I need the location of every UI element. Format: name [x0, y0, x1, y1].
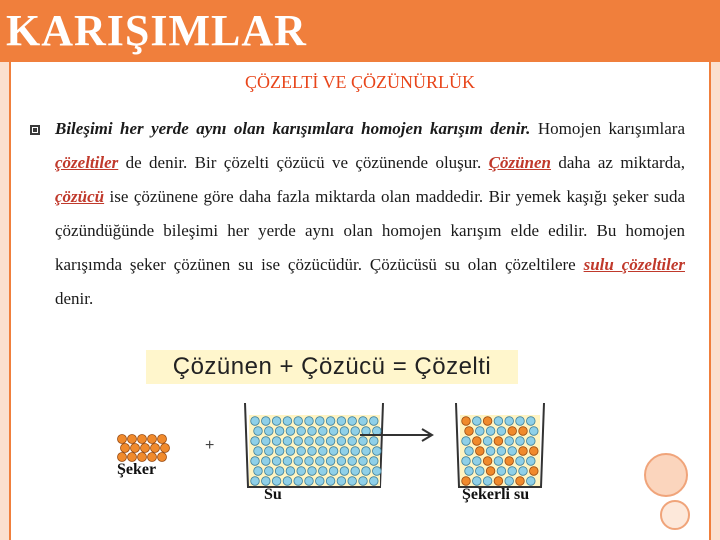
water-particle	[326, 457, 335, 466]
sugar-particle	[462, 417, 471, 426]
water-particle	[308, 447, 317, 456]
water-particle	[370, 437, 379, 446]
sugar-particle	[161, 444, 170, 453]
slide-title: KARIŞIMLAR	[6, 6, 307, 55]
water-particle	[348, 437, 357, 446]
water-particle	[275, 447, 284, 456]
water-particle	[340, 427, 349, 436]
water-particle	[497, 427, 506, 436]
water-particle	[308, 467, 317, 476]
water-particle	[505, 417, 514, 426]
water-particle	[373, 467, 382, 476]
sugar-particle	[508, 427, 517, 436]
water-particle	[340, 467, 349, 476]
water-particle	[326, 417, 335, 426]
water-particle	[516, 437, 525, 446]
water-particle	[370, 457, 379, 466]
water-particle	[272, 457, 281, 466]
sugar-particle	[148, 435, 157, 444]
water-particle	[305, 457, 314, 466]
water-particle	[316, 457, 325, 466]
water-particle	[337, 417, 346, 426]
sugar-particle	[516, 477, 525, 486]
water-particle	[265, 427, 274, 436]
water-particle	[359, 457, 368, 466]
equation: Çözünen + Çözücü = Çözelti	[172, 353, 492, 380]
water-particle	[359, 417, 368, 426]
water-particle	[362, 447, 371, 456]
water-particle	[326, 437, 335, 446]
water-particle	[373, 447, 382, 456]
water-particle	[251, 477, 260, 486]
water-particle	[262, 477, 271, 486]
water-particle	[283, 417, 292, 426]
sugar-particle	[158, 435, 167, 444]
text-run: daha az miktarda,	[551, 153, 685, 172]
water-particle	[337, 437, 346, 446]
water-particle	[294, 417, 303, 426]
water-particle	[497, 447, 506, 456]
sugar-particle	[486, 467, 495, 476]
water-particle	[286, 427, 295, 436]
title-bar	[0, 0, 720, 62]
water-label: Su	[264, 486, 282, 503]
term-cozeltiler: çözeltiler	[55, 153, 119, 172]
water-particle	[305, 437, 314, 446]
water-particle	[272, 437, 281, 446]
sugar-particle	[483, 417, 492, 426]
water-particle	[351, 447, 360, 456]
water-particle	[337, 477, 346, 486]
sugar-particle	[141, 444, 150, 453]
right-border-line	[709, 62, 711, 540]
water-particle	[262, 457, 271, 466]
definition-text: Bileşimi her yerde aynı olan karışımlara homojen karışım denir.	[55, 119, 531, 138]
water-particle	[527, 457, 536, 466]
water-particle	[527, 417, 536, 426]
water-particle	[462, 437, 471, 446]
water-particle	[283, 437, 292, 446]
sugar-particle	[118, 435, 127, 444]
solution-beaker	[456, 403, 544, 487]
water-beaker	[245, 403, 383, 487]
sugar-particle	[138, 435, 147, 444]
water-particle	[473, 477, 482, 486]
water-particle	[265, 467, 274, 476]
water-particle	[319, 447, 328, 456]
water-particle	[348, 477, 357, 486]
water-particle	[305, 477, 314, 486]
water-particle	[254, 467, 263, 476]
water-particle	[505, 437, 514, 446]
water-particle	[294, 437, 303, 446]
water-particle	[505, 477, 514, 486]
text-run: denir.	[55, 289, 94, 308]
sugar-particle	[505, 457, 514, 466]
water-particle	[262, 417, 271, 426]
water-particle	[329, 427, 338, 436]
water-particle	[359, 477, 368, 486]
water-particle	[254, 427, 263, 436]
text-run: ise çözünene göre daha fazla miktarda olan maddedir. Bir yemek kaşığı şeker suda çözündüğünde bileşimi her yerde aynı olan homojen karışım elde edilir. Bu homojen karışımda şeker çözünen su ise çözücüdür. Çözücüsü su olan çözeltilere	[55, 187, 685, 274]
water-particle	[316, 417, 325, 426]
sugar-particle	[519, 447, 528, 456]
water-particle	[329, 467, 338, 476]
water-particle	[476, 427, 485, 436]
sugar-particle	[530, 467, 539, 476]
water-particle	[494, 417, 503, 426]
term-cozunen: Çözünen	[488, 153, 552, 172]
water-particle	[283, 477, 292, 486]
water-particle	[254, 447, 263, 456]
term-sulu-cozeltiler: sulu çözeltiler	[583, 255, 685, 274]
sugar-particle	[151, 444, 160, 453]
decorative-circle	[644, 453, 688, 497]
water-particle	[516, 457, 525, 466]
water-particle	[265, 447, 274, 456]
water-particle	[326, 477, 335, 486]
water-particle	[319, 427, 328, 436]
decorative-circle	[660, 500, 690, 530]
water-particle	[297, 447, 306, 456]
sugar-particle	[483, 457, 492, 466]
water-particle	[486, 427, 495, 436]
water-particle	[294, 457, 303, 466]
water-particle	[319, 467, 328, 476]
sugar-particle	[158, 453, 167, 462]
water-particle	[508, 467, 517, 476]
left-border	[0, 62, 9, 540]
water-particle	[251, 417, 260, 426]
water-particle	[283, 457, 292, 466]
water-particle	[476, 467, 485, 476]
water-particle	[486, 447, 495, 456]
water-particle	[530, 427, 539, 436]
sugar-particle	[128, 435, 137, 444]
water-particle	[462, 457, 471, 466]
term-cozucu: çözücü	[55, 187, 105, 206]
left-border-line	[9, 62, 11, 540]
sugar-particle	[121, 444, 130, 453]
water-particle	[286, 447, 295, 456]
water-particle	[286, 467, 295, 476]
water-particle	[337, 457, 346, 466]
sugar-particle	[473, 437, 482, 446]
solution-label: Şekerli su	[462, 486, 530, 503]
water-particle	[316, 477, 325, 486]
water-particle	[527, 477, 536, 486]
dissolution-diagram	[110, 395, 580, 495]
sugar-particle	[131, 444, 140, 453]
water-particle	[473, 417, 482, 426]
sugar-particle	[530, 447, 539, 456]
water-particle	[497, 467, 506, 476]
sugar-particle	[476, 447, 485, 456]
text-run: de denir. Bir çözelti çözücü ve çözünende oluşur.	[118, 153, 489, 172]
water-particle	[483, 477, 492, 486]
sugar-particle	[494, 437, 503, 446]
right-border	[711, 62, 720, 540]
water-particle	[483, 437, 492, 446]
water-particle	[297, 467, 306, 476]
sugar-particle	[519, 427, 528, 436]
water-particle	[465, 447, 474, 456]
water-particle	[519, 467, 528, 476]
sugar-label: Şeker	[117, 461, 157, 478]
water-particle	[473, 457, 482, 466]
bullet-icon	[30, 125, 40, 135]
water-particle	[272, 417, 281, 426]
text-run: Homojen karışımlara	[530, 119, 685, 138]
water-particle	[251, 437, 260, 446]
water-particle	[359, 437, 368, 446]
water-particle	[351, 427, 360, 436]
sugar-particle	[465, 427, 474, 436]
water-particle	[251, 457, 260, 466]
sugar-particle	[494, 477, 503, 486]
water-particle	[370, 477, 379, 486]
water-particle	[294, 477, 303, 486]
water-particle	[340, 447, 349, 456]
water-particle	[275, 467, 284, 476]
water-particle	[527, 437, 536, 446]
water-particle	[494, 457, 503, 466]
water-particle	[362, 467, 371, 476]
sugar-pile	[118, 435, 170, 462]
water-particle	[329, 447, 338, 456]
water-particle	[305, 417, 314, 426]
water-particle	[348, 417, 357, 426]
sugar-particle	[462, 477, 471, 486]
slide-subtitle: ÇÖZELTİ VE ÇÖZÜNÜRLÜK	[245, 72, 475, 92]
water-particle	[262, 437, 271, 446]
water-particle	[351, 467, 360, 476]
water-particle	[275, 427, 284, 436]
body-paragraph	[55, 112, 685, 316]
water-particle	[370, 417, 379, 426]
water-particle	[508, 447, 517, 456]
plus-sign: +	[205, 437, 215, 454]
water-particle	[308, 427, 317, 436]
water-particle	[516, 417, 525, 426]
water-particle	[272, 477, 281, 486]
water-particle	[316, 437, 325, 446]
water-particle	[297, 427, 306, 436]
water-particle	[465, 467, 474, 476]
water-particle	[348, 457, 357, 466]
